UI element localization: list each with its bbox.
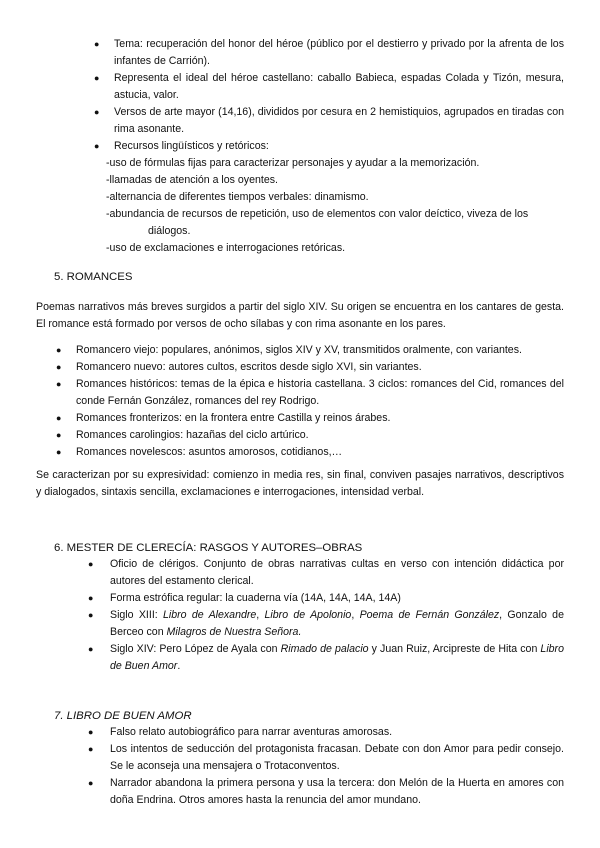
list-item: -abundancia de recursos de repetición, uso de elementos con valor deíctico, viveza de los xyxy=(106,208,529,220)
section4-list xyxy=(94,36,564,155)
bullet-icon: ● xyxy=(88,610,94,620)
list-item: diálogos. xyxy=(148,225,191,237)
list-item: -uso de fórmulas fijas para caracterizar personajes y ayudar a la memorización. xyxy=(106,157,480,169)
bullet-icon: ● xyxy=(56,362,62,372)
bullet-icon: ● xyxy=(88,593,94,603)
list-item: ● Siglo XIV: Pero López de Ayala con Rimado de palacio y Juan Ruiz, Arcipreste de Hita con Libro de Buen Amor. xyxy=(88,643,564,672)
section-intro: Poemas narrativos más breves surgidos a partir del siglo XIV. Su origen se encuentra en los cantares de gesta. El romance está formado por versos de ocho sílabas y con rima asonante en los pares. xyxy=(36,301,564,330)
buen-amor-list xyxy=(88,724,564,809)
section-heading: 6. MESTER DE CLERECÍA: RASGOS Y AUTORES–OBRAS xyxy=(54,542,363,554)
list-item: ● Falso relato autobiográfico para narrar aventuras amorosas. xyxy=(110,724,564,741)
work-title: Libro de Apolonio xyxy=(264,609,352,621)
list-item: ● Versos de arte mayor (14,16), divididos por cesura en 2 hemistiquios, agrupados en tiradas con rima asonante. xyxy=(94,106,564,135)
list-item: ● Representa el ideal del héroe castellano: caballo Babieca, espadas Colada y Tizón, mesura, astucia, valor. xyxy=(94,72,564,101)
bullet-icon: ● xyxy=(56,447,62,457)
list-item: ● Romancero viejo: populares, anónimos, siglos XIV y XV, transmitidos oralmente, con variantes. xyxy=(76,342,564,359)
work-title: Rimado de palacio xyxy=(280,643,369,655)
bullet-icon: ● xyxy=(88,644,94,654)
work-title: Milagros de Nuestra Señora. xyxy=(166,626,302,638)
work-title: Libro de Buen Amor xyxy=(110,643,564,672)
work-title: Libro de Alexandre xyxy=(163,609,257,621)
list-item: ● Romancero nuevo: autores cultos, escritos desde siglo XVI, sin variantes. xyxy=(76,359,564,376)
list-item: ● Recursos lingüísticos y retóricos: xyxy=(114,138,564,155)
bullet-icon: ● xyxy=(88,559,94,569)
list-item: ● Romances carolingios: hazañas del ciclo artúrico. xyxy=(76,427,564,444)
clerecia-list xyxy=(88,556,564,675)
list-item: ● Siglo XIII: Libro de Alexandre, Libro de Apolonio, Poema de Fernán González, Gonzalo de Berceo con Milagros de Nuestra Señora. xyxy=(88,609,564,638)
recursos-list xyxy=(106,155,564,257)
bullet-icon: ● xyxy=(88,727,94,737)
list-item: ● Tema: recuperación del honor del héroe (público por el destierro y privado por la afrenta de los infantes de Carrión). xyxy=(94,38,564,67)
bullet-icon: ● xyxy=(56,345,62,355)
work-title: Poema de Fernán González xyxy=(359,609,500,621)
list-item: ● Oficio de clérigos. Conjunto de obras narrativas cultas en verso con intención didáctica por autores del estamento clerical. xyxy=(88,558,564,587)
list-item: ● Romances históricos: temas de la épica e historia castellana. 3 ciclos: romances del Cid, romances del conde Fernán González, romances del rey Rodrigo. xyxy=(56,378,564,407)
list-item: ● Forma estrófica regular: la cuaderna vía (14A, 14A, 14A, 14A) xyxy=(110,590,564,607)
bullet-icon: ● xyxy=(94,141,100,151)
bullet-icon: ● xyxy=(56,379,62,389)
bullet-icon: ● xyxy=(94,39,100,49)
list-item: ● Narrador abandona la primera persona y usa la tercera: don Melón de la Huerta en amores con doña Endrina. Otros amores hasta la renuncia del amor mundano. xyxy=(88,777,564,806)
list-item: ● Romances fronterizos: en la frontera entre Castilla y reinos árabes. xyxy=(76,410,564,427)
section-closing: Se caracterizan por su expresividad: comienzo in media res, sin final, conviven pasajes narrativos, descriptivos y dialogados, sintaxis sencilla, exclamaciones e interrogaciones, intensidad verbal. xyxy=(36,469,564,498)
list-item: -uso de exclamaciones e interrogaciones retóricas. xyxy=(106,242,346,254)
section-heading: 7. LIBRO DE BUEN AMOR xyxy=(54,710,192,722)
list-item: -alternancia de diferentes tiempos verbales: dinamismo. xyxy=(106,191,369,203)
section-heading: 5. ROMANCES xyxy=(54,271,133,283)
bullet-icon: ● xyxy=(88,744,94,754)
romances-list xyxy=(56,342,564,461)
bullet-icon: ● xyxy=(94,107,100,117)
bullet-icon: ● xyxy=(88,778,94,788)
bullet-icon: ● xyxy=(56,430,62,440)
list-item: ● Los intentos de seducción del protagonista fracasan. Debate con don Amor para pedir consejo. Se le aconseja una mensajera o Trotaconventos. xyxy=(88,743,564,772)
bullet-icon: ● xyxy=(94,73,100,83)
list-item: ● Romances novelescos: asuntos amorosos, cotidianos,… xyxy=(76,444,564,461)
bullet-icon: ● xyxy=(56,413,62,423)
list-item: -llamadas de atención a los oyentes. xyxy=(106,174,278,186)
